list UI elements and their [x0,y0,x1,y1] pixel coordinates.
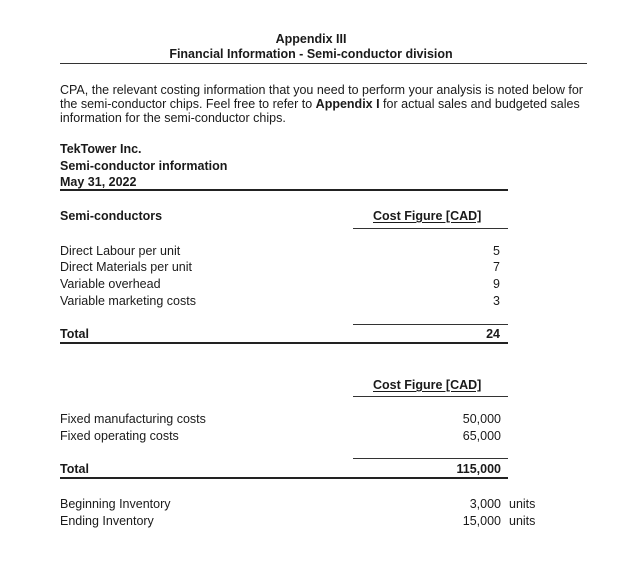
variable-total-bottom-rule [60,342,508,344]
table-row-label: Variable marketing costs [60,294,196,308]
intro-paragraph [60,83,590,125]
appendix-title: Appendix III [275,32,347,46]
appendix-reference: Appendix I [315,97,380,111]
inventory-row-value: 15,000 [462,514,501,528]
appendix-subtitle: Financial Information - Semi-conductor division [169,47,453,61]
fixed-total-top-rule [353,458,508,459]
variable-column-header: Cost Figure [CAD] [373,209,482,223]
table-row-value: 7 [493,260,500,274]
variable-total-value: 24 [486,327,500,341]
fixed-total-bottom-rule [60,477,508,479]
inventory-row-value: 3,000 [469,497,501,511]
variable-total-top-rule [353,324,508,325]
variable-total-label: Total [60,327,89,341]
intro-text-before: CPA, the relevant costing information that you need to perform your analysis is noted below for the semi-conductor chips. Feel free to refer to [60,83,583,111]
fixed-header-rule [353,396,508,397]
table-row-label: Direct Materials per unit [60,260,192,274]
header-divider [60,63,587,64]
inventory-row-unit: units [509,514,536,528]
variable-row-header: Semi-conductors [60,209,163,223]
table-row-label: Variable overhead [60,277,161,291]
table-row-label: Fixed operating costs [60,429,179,443]
table-row-value: 5 [493,244,500,258]
section-title: Semi-conductor information [60,159,228,173]
report-date: May 31, 2022 [60,175,137,189]
table-row-value: 3 [493,294,500,308]
table-row-value: 65,000 [462,429,501,443]
inventory-row-label: Beginning Inventory [60,497,171,511]
inventory-row-unit: units [509,497,536,511]
fixed-column-header: Cost Figure [CAD] [373,378,482,392]
fixed-total-label: Total [60,462,89,476]
table-row-label: Direct Labour per unit [60,244,181,258]
intro-text-after: for actual sales and budgeted sales information for the semi-conductor chips. [60,97,580,125]
fixed-total-value: 115,000 [456,462,501,476]
table-row-value: 50,000 [462,412,501,426]
inventory-row-label: Ending Inventory [60,514,154,528]
variable-header-rule [353,228,508,229]
table-row-label: Fixed manufacturing costs [60,412,206,426]
table-row-value: 9 [493,277,500,291]
company-name: TekTower Inc. [60,142,142,156]
company-divider [60,189,508,191]
